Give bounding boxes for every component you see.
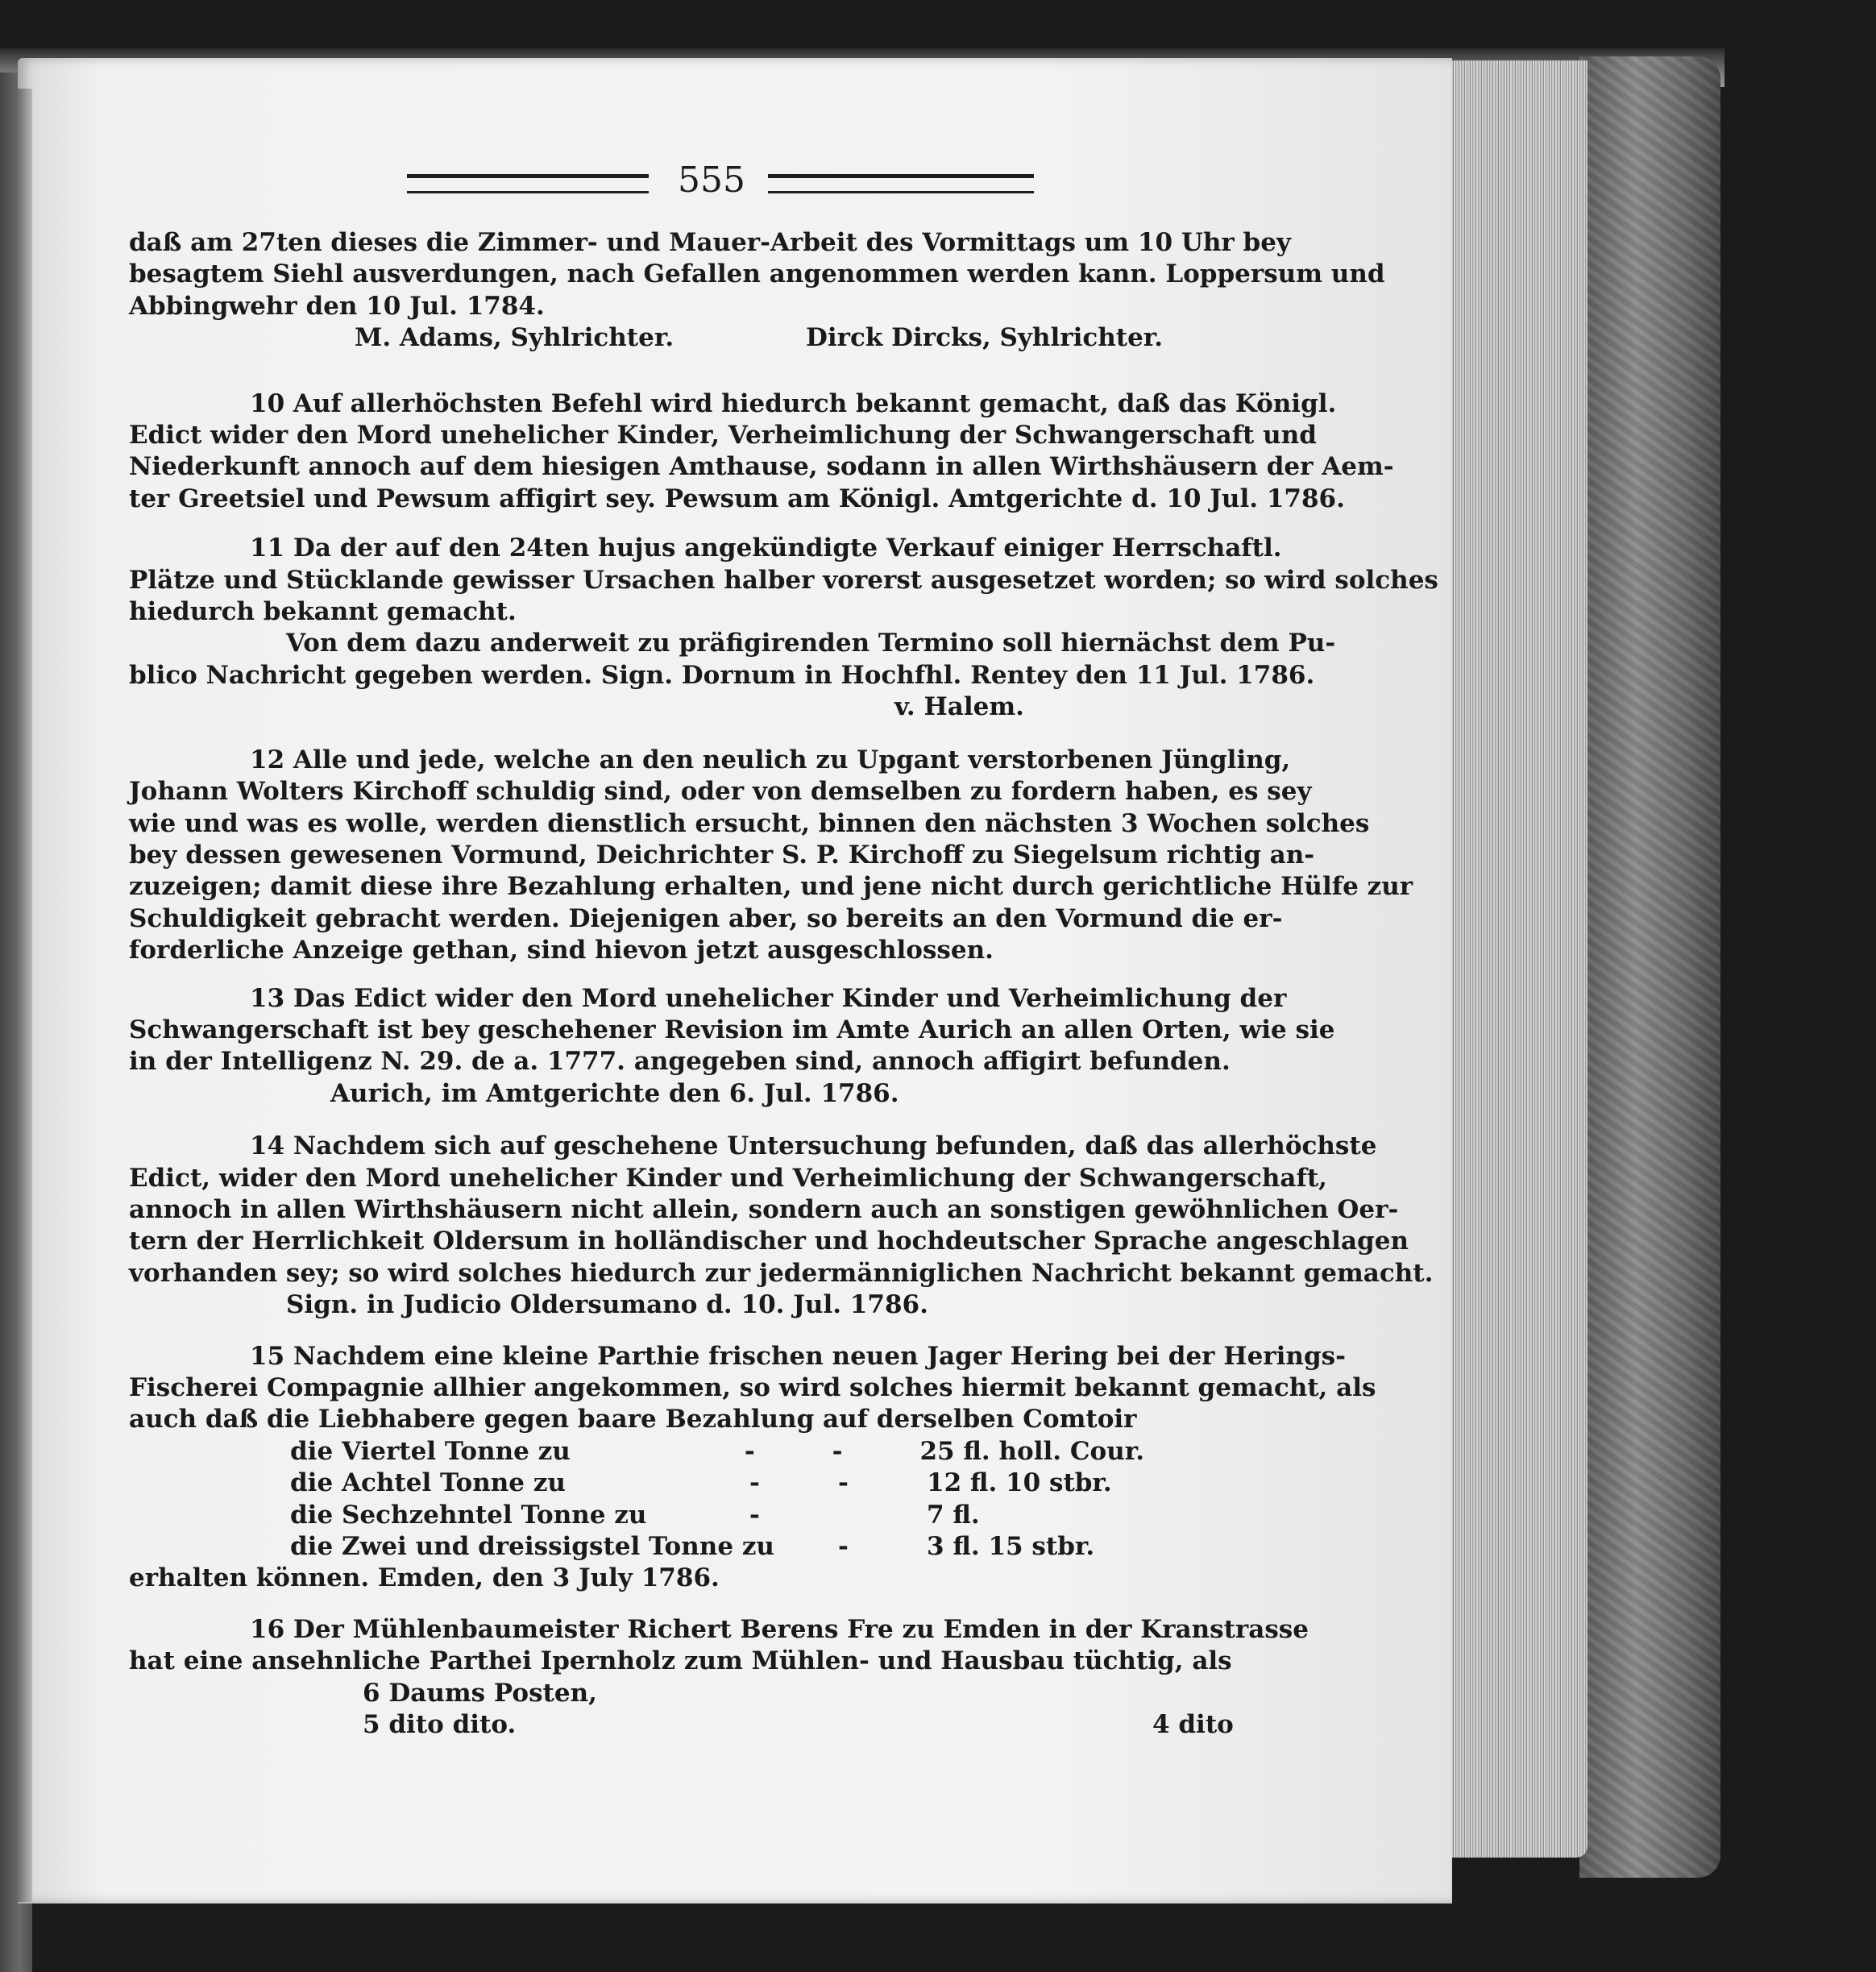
price-table <box>290 1436 1144 1563</box>
price-dot: - <box>838 1532 849 1562</box>
text-line: annoch in allen Wirthshäusern nicht allein, sondern auch an sonstigen gewöhnlichen Oer- <box>129 1194 1399 1224</box>
text-line: 14 Nachdem sich auf geschehene Untersuchung befunden, daß das allerhöchste <box>250 1131 1377 1161</box>
text-line: besagtem Siehl ausverdungen, nach Gefallen angenommen werden kann. Loppersum und <box>129 259 1385 289</box>
text-line: wie und was es wolle, werden dienstlich ersucht, binnen den nächsten 3 Wochen solches <box>129 808 1370 838</box>
price-amount: 25 fl. holl. Cour. <box>919 1436 1145 1466</box>
text-line: 15 Nachdem eine kleine Parthie frischen neuen Jager Hering bei der Herings- <box>250 1341 1346 1371</box>
list-item-right: 4 dito <box>1152 1710 1234 1740</box>
text-line: hiedurch bekannt gemacht. <box>129 597 517 627</box>
price-item: die Viertel Tonne zu <box>290 1436 571 1466</box>
entry-15 <box>129 1341 1376 1595</box>
price-item: die Achtel Tonne zu <box>290 1468 566 1498</box>
text-line: Fischerei Compagnie allhier angekommen, so wird solches hiermit bekannt gemacht, als <box>129 1373 1376 1402</box>
text-line: Plätze und Stücklande gewisser Ursachen halber vorerst ausgesetzet worden; so wird solches <box>129 565 1438 595</box>
page-gutter <box>18 89 32 1902</box>
price-dot <box>838 1500 927 1531</box>
text-line: 16 Der Mühlenbaumeister Richert Berens Fre zu Emden in der Kranstrasse <box>250 1614 1309 1644</box>
entry-11-signature: v. Halem. <box>894 692 1024 722</box>
text-line: hat eine ansehnliche Parthei Ipernholz zum Mühlen- und Hausbau tüchtig, als <box>129 1646 1232 1676</box>
text-line: 10 Auf allerhöchsten Befehl wird hiedurch bekannt gemacht, daß das Königl. <box>250 388 1337 418</box>
text-line: bey dessen gewesenen Vormund, Deichrichter S. P. Kirchoff zu Siegelsum richtig an- <box>129 840 1315 870</box>
entry-13 <box>129 983 1335 1111</box>
text-line: Abbingwehr den 10 Jul. 1784. <box>129 291 545 321</box>
header-rule-left <box>407 174 649 193</box>
text-line: vorhanden sey; so wird solches hiedurch zur jedermänniglichen Nachricht bekannt gemacht. <box>129 1258 1434 1288</box>
price-dot: - <box>749 1500 760 1530</box>
signature-row <box>129 322 1289 354</box>
text-line: tern der Herrlichkeit Oldersum in holländischer und hochdeutscher Sprache angeschlagen <box>129 1227 1409 1256</box>
text-line: erhalten können. Emden, den 3 July 1786. <box>129 1563 720 1593</box>
entry-13-signature: Aurich, im Amtgerichte den 6. Jul. 1786. <box>330 1078 899 1108</box>
text-line: in der Intelligenz N. 29. de a. 1777. angegeben sind, annoch affigirt befunden. <box>129 1047 1231 1077</box>
text-line: Edict wider den Mord unehelicher Kinder, Verheimlichung der Schwangerschaft und <box>129 421 1317 450</box>
price-amount: 12 fl. 10 stbr. <box>927 1468 1112 1498</box>
price-dot <box>749 1531 838 1563</box>
price-amount: 3 fl. 15 stbr. <box>927 1532 1095 1562</box>
text-line: Johann Wolters Kirchoff schuldig sind, oder von demselben zu fordern haben, es sey <box>129 777 1312 807</box>
entry-16 <box>129 1614 1309 1742</box>
text-line: 11 Da der auf den 24ten hujus angekündigte Verkauf einiger Herrschaftl. <box>250 533 1282 563</box>
price-dot: - <box>838 1468 849 1498</box>
entry-11 <box>129 533 1438 723</box>
price-dot: - <box>832 1436 843 1466</box>
signature-left: M. Adams, Syhlrichter. <box>355 323 674 353</box>
price-amount: 7 fl. <box>927 1500 980 1530</box>
text-line: Edict, wider den Mord unehelicher Kinder und Verheimlichung der Schwangerschaft, <box>129 1163 1327 1193</box>
text-line: ter Greetsiel und Pewsum affigirt sey. Pewsum am Königl. Amtgerichte d. 10 Jul. 1786. <box>129 484 1345 513</box>
text-line: 13 Das Edict wider den Mord unehelicher Kinder und Verheimlichung der <box>250 983 1287 1013</box>
signature-right: Dirck Dircks, Syhlrichter. <box>806 323 1164 353</box>
price-row <box>290 1531 1144 1563</box>
entry-14 <box>129 1131 1434 1321</box>
text-line: 12 Alle und jede, welche an den neulich zu Upgant verstorbenen Jüngling, <box>250 745 1291 774</box>
text-line: daß am 27ten dieses die Zimmer- und Mauer-Arbeit des Vormittags um 10 Uhr bey <box>129 228 1291 257</box>
price-row <box>290 1500 1144 1531</box>
page-text <box>129 227 1438 1741</box>
list-row <box>129 1709 1289 1741</box>
entry-12 <box>129 745 1413 967</box>
list-item-left: 5 dito dito. <box>363 1710 517 1740</box>
price-dot: - <box>749 1468 760 1498</box>
price-item: die Sechzehntel Tonne zu <box>290 1500 647 1530</box>
text-line: zuzeigen; damit diese ihre Bezahlung erhalten, und jene nicht durch gerichtliche Hülfe zur <box>129 872 1413 902</box>
book-right-cover <box>1579 56 1720 1878</box>
price-dot: - <box>744 1436 755 1466</box>
entry-14-signature: Sign. in Judicio Oldersumano d. 10. Jul. 1786. <box>286 1290 928 1320</box>
text-line: forderliche Anzeige gethan, sind hievon jetzt ausgeschlossen. <box>129 936 994 965</box>
text-line: Niederkunft annoch auf dem hiesigen Amthause, sodann in allen Wirthshäusern der Aem- <box>129 452 1394 482</box>
price-row <box>290 1436 1144 1468</box>
text-line: blico Nachricht gegeben werden. Sign. Dornum in Hochfhl. Rentey den 11 Jul. 1786. <box>129 660 1315 690</box>
page-header <box>407 160 1036 200</box>
header-rule-right <box>768 174 1034 193</box>
text-line: auch daß die Liebhabere gegen baare Bezahlung auf derselben Comtoir <box>129 1405 1137 1434</box>
text-line: Schuldigkeit gebracht werden. Diejenigen aber, so bereits an den Vormund die er- <box>129 903 1283 933</box>
page-edges <box>1442 60 1588 1858</box>
price-item: die Zwei und dreissigstel Tonne zu <box>290 1532 774 1562</box>
text-line: Von dem dazu anderweit zu präfigirenden Termino soll hiernächst dem Pu- <box>286 629 1336 658</box>
page-number: 555 <box>678 160 745 201</box>
price-row <box>290 1468 1144 1499</box>
list-item-left: 6 Daums Posten, <box>363 1678 597 1708</box>
entry-10 <box>129 388 1394 516</box>
text-line: Schwangerschaft ist bey geschehener Revision im Amte Aurich an allen Orten, wie sie <box>129 1015 1335 1044</box>
list-row <box>129 1678 1289 1709</box>
